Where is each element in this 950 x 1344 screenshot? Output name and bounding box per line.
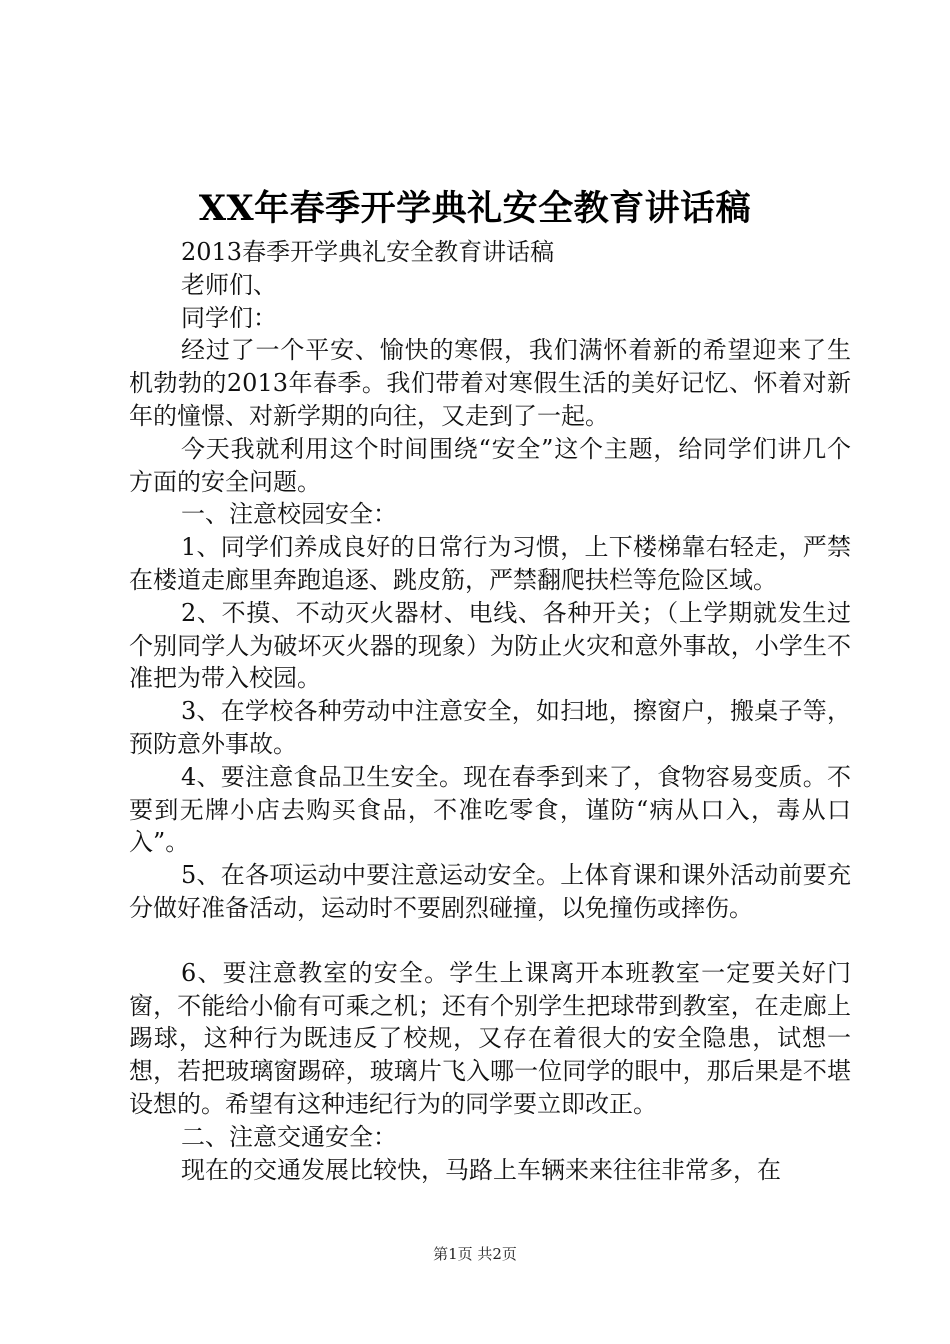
- list-item: 5、在各项运动中要注意运动安全。上体育课和课外活动前要充分做好准备活动，运动时不要剧烈碰撞，以免撞伤或摔伤。: [129, 861, 851, 922]
- list-item: 6、要注意教室的安全。学生上课离开本班教室一定要关好门窗，不能给小偷有可乘之机；还有个别学生把球带到教室，在走廊上踢球，这种行为既违反了校规，又存在着很大的安全隐患，试想一想，若把玻璃窗踢碎，玻璃片飞入哪一位同学的眼中，那后果是不堪设想的。希望有这种违纪行为的同学要立即改正。: [129, 958, 851, 1118]
- subtitle-paragraph: 2013春季开学典礼安全教育讲话稿: [181, 238, 555, 266]
- salutation-teachers: 老师们、: [181, 270, 277, 299]
- list-item: 2、不摸、不动灭火器材、电线、各种开关；（上学期就发生过个别同学人为破坏灭火器的现象）为防止火灾和意外事故，小学生不准把为带入校园。: [129, 598, 851, 693]
- document-title: XX年春季开学典礼安全教育讲话稿: [198, 188, 752, 229]
- body-paragraph: 现在的交通发展比较快，马路上车辆来来往往非常多，在: [181, 1155, 781, 1184]
- section-heading: 二、注意交通安全：: [181, 1122, 397, 1151]
- page-number-footer: 第1页 共2页: [433, 1245, 517, 1263]
- list-item: 3、在学校各种劳动中注意安全，如扫地，擦窗户，搬桌子等，预防意外事故。: [129, 697, 851, 758]
- list-item: 4、要注意食品卫生安全。现在春季到来了，食物容易变质。不要到无牌小店去购买食品，不准吃零食，谨防“病从口入，毒从口入”。: [129, 762, 851, 857]
- document-body: [129, 236, 851, 1186]
- body-paragraph: 今天我就利用这个时间围绕“安全”这个主题，给同学们讲几个方面的安全问题。: [129, 434, 851, 496]
- section-heading: 一、注意校园安全：: [181, 500, 397, 529]
- salutation-students: 同学们：: [181, 303, 277, 332]
- body-paragraph: 经过了一个平安、愉快的寒假，我们满怀着新的希望迎来了生机勃勃的2013年春季。我们带着对寒假生活的美好记忆、怀着对新年的憧憬、对新学期的向往，又走到了一起。: [129, 336, 851, 430]
- list-item: 1、同学们养成良好的日常行为习惯，上下楼梯靠右轻走，严禁在楼道走廊里奔跑追逐、跳皮筋，严禁翻爬扶栏等危险区域。: [129, 533, 851, 594]
